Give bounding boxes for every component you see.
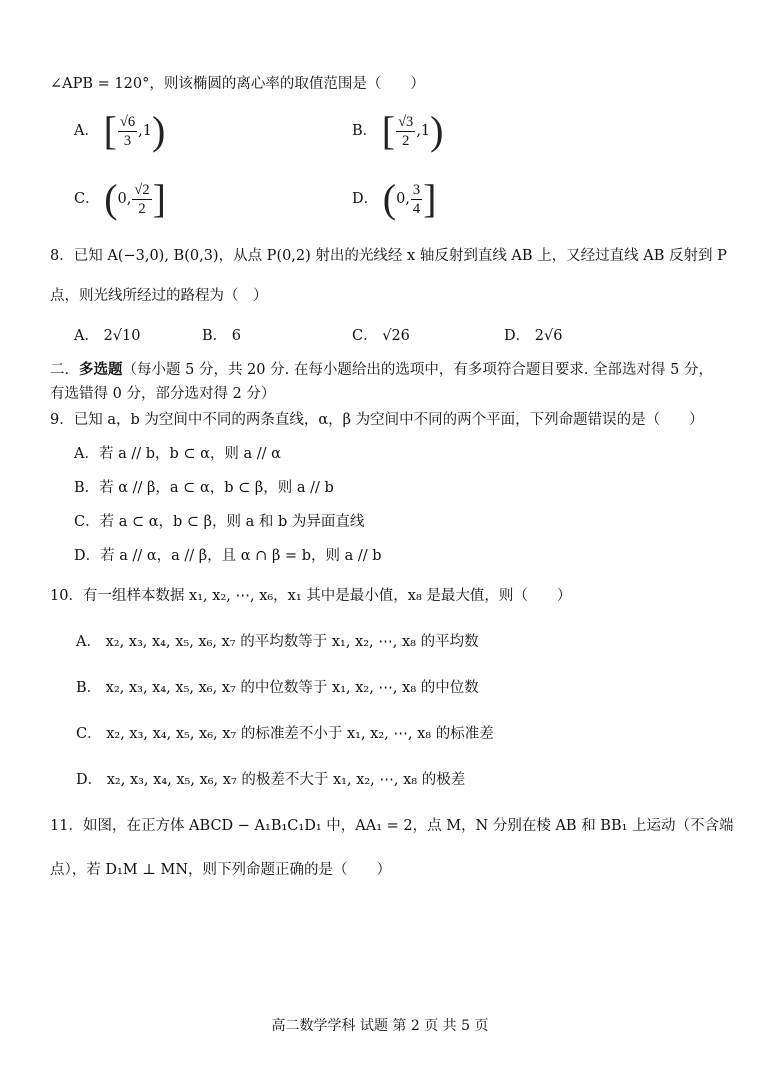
q11-stem-line1: 11．如图，在正方体 ABCD − A₁B₁C₁D₁ 中，AA₁ = 2，点 M，N 分别在棱 AB 和 BB₁ 上运动（不含端 [50, 818, 734, 834]
section-number: 二． [50, 362, 79, 378]
q7-option-a [74, 108, 165, 154]
q10-stem: 10．有一组样本数据 x₁, x₂, ⋯, x₆，x₁ 其中是最小值，x₈ 是最大值，则（ ） [50, 588, 572, 604]
denominator: 2 [138, 200, 146, 217]
interval-head: 0, [396, 191, 410, 207]
interval: [ $\frac{√3}{2}$ ,1 ) [381, 108, 444, 153]
option-letter: B． [352, 123, 378, 139]
q11-stem-line2: 点），若 D₁M ⊥ MN，则下列命题正确的是（ ） [50, 862, 392, 878]
q7-option-d [352, 176, 437, 222]
q8-option-c: C． √26 [352, 328, 410, 344]
numerator: √6 [119, 113, 136, 130]
interval-head: 0, [117, 191, 132, 207]
q8-stem-line1: 8．已知 A(−3,0), B(0,3)，从点 P(0,2) 射出的光线经 x 轴反射到直线 AB 上，又经过直线 AB 反射到 P [50, 248, 727, 264]
q10-option-c: C． x₂, x₃, x₄, x₅, x₆, x₇ 的标准差不小于 x₁, x₂, ⋯, x₈ 的标准差 [76, 726, 494, 742]
q9-option-c: C．若 a ⊂ α，b ⊂ β，则 a 和 b 为异面直线 [74, 514, 365, 530]
fraction [396, 113, 415, 150]
q9-option-b: B．若 α // β，a ⊂ α，b ⊂ β，则 a // b [74, 480, 334, 496]
numerator: √2 [134, 181, 150, 198]
q7-lead: ∠APB = 120°，则该椭圆的离心率的取值范围是（ ） [50, 76, 425, 92]
section-heading [50, 360, 713, 380]
q8-option-b: B． 6 [202, 328, 241, 344]
fraction [411, 181, 422, 218]
interval: ( 0, $\frac{3}{4}$ ] [382, 176, 437, 221]
numerator: 3 [412, 181, 421, 198]
fraction [132, 181, 151, 218]
denominator: 4 [412, 200, 421, 217]
section-desc: （每小题 5 分，共 20 分. 在每小题给出的选项中，有多项符合题目要求. 全部选对得 5 分， [122, 362, 713, 378]
interval-tail: ,1 [416, 123, 431, 139]
interval-tail: ,1 [138, 123, 152, 139]
q7-option-c [74, 176, 166, 222]
interval: ( 0, $\frac{√2}{2}$ ] [104, 176, 166, 221]
q9-option-d: D．若 a // α，a // β，且 α ∩ β = b，则 a // b [74, 548, 382, 564]
q7-option-b [352, 108, 443, 154]
page-footer: 高二数学学科 试题 第 2 页 共 5 页 [271, 1018, 489, 1034]
section-title: 多选题 [79, 361, 123, 378]
q8-option-d: D． 2√6 [504, 328, 563, 344]
q8-stem-line2: 点，则光线所经过的路程为（ ） [50, 288, 268, 304]
interval: [ $\frac{√6}{3}$ ,1 ) [103, 108, 166, 153]
option-letter: D． [352, 191, 379, 207]
q10-option-d: D． x₂, x₃, x₄, x₅, x₆, x₇ 的极差不大于 x₁, x₂, ⋯, x₈ 的极差 [76, 772, 466, 788]
q8-option-a: A． 2√10 [74, 328, 141, 344]
q10-option-a: A． x₂, x₃, x₄, x₅, x₆, x₇ 的平均数等于 x₁, x₂, ⋯, x₈ 的平均数 [76, 634, 479, 650]
option-letter: A． [74, 123, 99, 139]
numerator: √3 [398, 113, 414, 130]
q9-option-a: A．若 a // b，b ⊂ α，则 a // α [74, 446, 281, 462]
denominator: 2 [402, 132, 410, 149]
fraction [118, 113, 137, 150]
section-desc-line2: 有选错得 0 分，部分选对得 2 分） [50, 386, 276, 402]
option-letter: C． [74, 191, 100, 207]
denominator: 3 [123, 132, 132, 149]
q9-stem: 9．已知 a，b 为空间中不同的两条直线，α，β 为空间中不同的两个平面，下列命题错误的是（ ） [50, 412, 704, 428]
q10-option-b: B． x₂, x₃, x₄, x₅, x₆, x₇ 的中位数等于 x₁, x₂, ⋯, x₈ 的中位数 [76, 680, 479, 696]
